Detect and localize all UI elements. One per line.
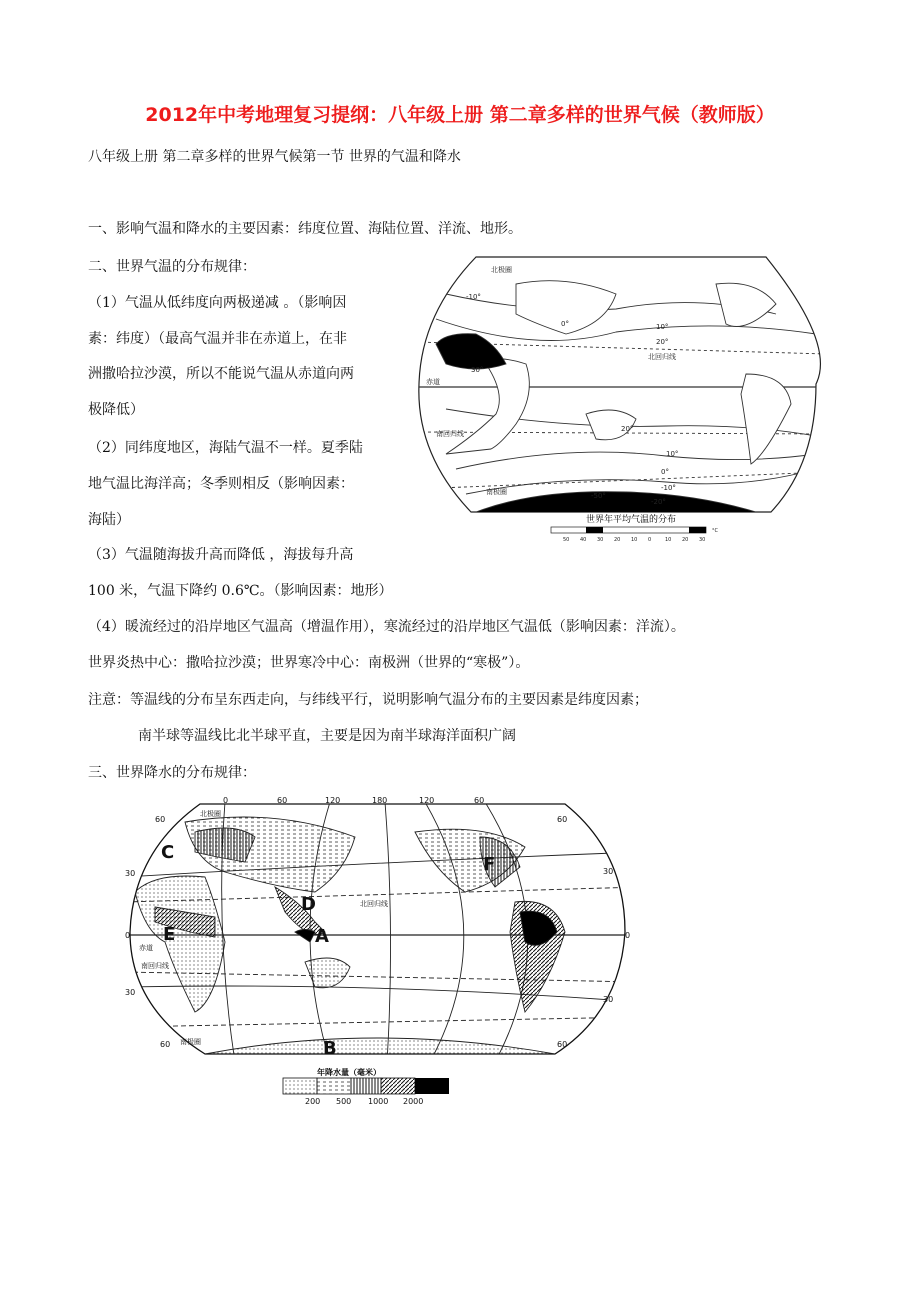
- longitude-label: 0: [223, 796, 229, 805]
- latitude-label: 60: [155, 815, 166, 824]
- document-title: 2012年中考地理复习提纲：八年级上册 第二章多样的世界气候（教师版）: [145, 104, 775, 126]
- text-line: （1）气温从低纬度向两极递减 。（影响因: [88, 295, 347, 311]
- latitude-label: 30: [125, 869, 136, 878]
- longitude-label: 120: [325, 796, 341, 805]
- region-letter-f: F: [483, 854, 496, 875]
- latitude-label: 60: [160, 1040, 171, 1049]
- arctic-label: 北极圈: [491, 266, 512, 274]
- legend-tick: 20: [682, 537, 689, 543]
- isotherm-label: 0°: [661, 468, 669, 476]
- longitude-label: 120: [419, 796, 435, 805]
- equator-label: 赤道: [426, 378, 440, 386]
- note-line: 南半球等温线比北半球平直，主要是因为南半球海洋面积广阔: [138, 728, 516, 744]
- text-line: 海陆）: [88, 512, 130, 528]
- isotherm-label: 0°: [561, 320, 569, 328]
- longitude-label: 60: [277, 796, 288, 805]
- tropic-s-label: 南回归线: [436, 430, 464, 438]
- longitude-label: 180: [372, 796, 388, 805]
- isotherm-label: 30°: [471, 366, 484, 374]
- latitude-label: 60: [557, 815, 568, 824]
- legend-tick: 20: [614, 537, 621, 543]
- isotherm-label: 20°: [656, 338, 669, 346]
- legend-tick: 500: [336, 1097, 352, 1106]
- tropic-s-label: 南回归线: [141, 962, 169, 970]
- latitude-label: 30: [125, 988, 136, 997]
- legend-title: 年降水量（毫米）: [317, 1068, 381, 1077]
- legend-tick: 200: [305, 1097, 321, 1106]
- text-line: （2）同纬度地区，海陆气温不一样。夏季陆: [88, 440, 363, 456]
- temperature-legend: [551, 527, 719, 543]
- section-subtitle: 八年级上册 第二章多样的世界气候第一节 世界的气温和降水: [88, 149, 461, 165]
- isotherm-label: 20°: [621, 425, 634, 433]
- tropic-n-label: 北回归线: [648, 353, 676, 361]
- world-temperature-map: [416, 254, 826, 544]
- region-letter-a: A: [315, 926, 329, 947]
- isotherm-label: -10°: [661, 484, 676, 492]
- section-3-heading: 三、世界降水的分布规律：: [88, 765, 256, 781]
- latitude-label: 0: [125, 931, 131, 940]
- section-1: 一、影响气温和降水的主要因素：纬度位置、海陆位置、洋流、地形。: [88, 221, 522, 237]
- region-letter-c: C: [161, 842, 175, 863]
- text-line: 地气温比海洋高；冬季则相反（影响因素：: [88, 476, 354, 492]
- region-letter-e: E: [163, 924, 176, 945]
- legend-tick: 1000: [368, 1097, 389, 1106]
- antarctic-label: 南极圈: [486, 488, 507, 496]
- legend-tick: 40: [580, 537, 587, 543]
- longitude-label: 60: [474, 796, 485, 805]
- isotherm-label: 10°: [656, 323, 669, 331]
- region-letter-b: B: [323, 1038, 337, 1059]
- isotherm-label: 10°: [666, 450, 679, 458]
- antarctic-label: 南极圈: [180, 1038, 201, 1046]
- legend-tick: 10: [631, 537, 638, 543]
- map-caption: 世界年平均气温的分布: [586, 515, 677, 525]
- latitude-label: 60: [557, 1040, 568, 1049]
- latitude-label: 30: [603, 995, 614, 1004]
- equator-label: 赤道: [139, 944, 153, 952]
- text-line: 世界炎热中心：撒哈拉沙漠；世界寒冷中心：南极洲（世界的“寒极”）。: [88, 655, 530, 671]
- text-line: 洲撒哈拉沙漠，所以不能说气温从赤道向两: [88, 366, 354, 382]
- text-line: 100 米，气温下降约 0.6℃。（影响因素：地形）: [88, 583, 393, 599]
- legend-tick: 50: [563, 537, 570, 543]
- region-letter-d: D: [301, 894, 316, 915]
- isotherm-label: -10°: [466, 293, 481, 301]
- text-line: （4）暖流经过的沿岸地区气温高（增温作用），寒流经过的沿岸地区气温低（影响因素：洋流）。: [88, 619, 685, 635]
- legend-unit: °C: [712, 528, 718, 534]
- legend-tick: 0: [648, 537, 652, 543]
- text-line: （3）气温随海拔升高而降低 ，海拔每升高: [88, 547, 354, 563]
- world-precipitation-map: [125, 792, 640, 1108]
- latitude-label: 0: [625, 931, 631, 940]
- text-line: 素：纬度）（最高气温并非在赤道上，在非: [88, 331, 347, 347]
- arctic-label: 北极圈: [200, 810, 221, 818]
- isotherm-label: -20°: [651, 498, 666, 506]
- legend-tick: 30: [597, 537, 604, 543]
- isotherm-label: -50°: [591, 492, 606, 500]
- latitude-label: 30: [603, 867, 614, 876]
- tropic-n-label: 北回归线: [360, 900, 388, 908]
- legend-tick: 10: [665, 537, 672, 543]
- legend-tick: 2000: [403, 1097, 424, 1106]
- precipitation-legend: [283, 1078, 449, 1106]
- note-line: 注意：等温线的分布呈东西走向，与纬线平行，说明影响气温分布的主要因素是纬度因素；: [88, 692, 648, 708]
- section-2-heading: 二、世界气温的分布规律：: [88, 259, 256, 275]
- text-line: 极降低）: [88, 402, 144, 418]
- legend-tick: 30: [699, 537, 706, 543]
